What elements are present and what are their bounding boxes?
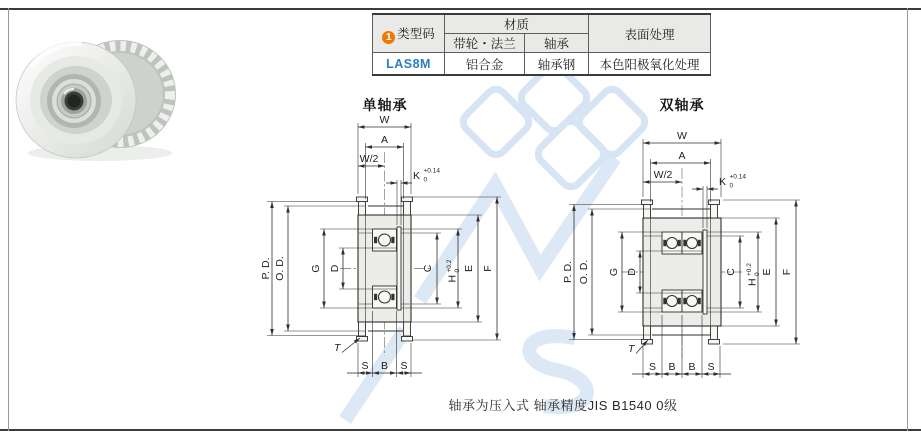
dim-f: F (781, 268, 793, 276)
dim-w: W (379, 114, 390, 126)
dim-half-w: W/2 (653, 169, 673, 181)
single-bearing-drawing (255, 92, 530, 392)
surface-header-cell: 表面处理 (589, 14, 711, 53)
dim-k-tol-upper: +0.14 (423, 167, 440, 175)
type-code-label: 类型码 (397, 26, 435, 41)
surface-value-cell: 本色阳极氧化处理 (589, 53, 711, 76)
dim-b: B (380, 360, 389, 372)
pulley-section (642, 200, 722, 344)
material-pulley-value-cell: 铝合金 (445, 53, 525, 76)
dim-a: A (380, 134, 389, 146)
dim-e: E (463, 264, 475, 273)
dim-t: T (628, 343, 635, 355)
dim-t: T (334, 342, 341, 354)
dim-top (358, 114, 440, 225)
dim-f: F (482, 265, 494, 272)
dim-s-left: S (648, 361, 657, 373)
material-header-cell: 材质 (445, 14, 589, 34)
dim-w: W (677, 130, 687, 142)
dim-a: A (678, 150, 686, 162)
dim-b-left: B (668, 361, 676, 373)
product-photo (12, 26, 187, 166)
dim-pd: P. D. (562, 261, 574, 283)
dim-d: D (626, 268, 638, 276)
material-pulley-header-cell: 带轮・法兰 (445, 34, 525, 53)
dim-od: O. D. (274, 256, 286, 281)
part-number-link[interactable]: LAS8M (373, 53, 445, 76)
dim-pd: P. D. (260, 257, 272, 280)
dim-k-tol-lower: 0 (423, 176, 428, 184)
dim-g: G (310, 264, 322, 273)
dim-half-w: W/2 (359, 153, 379, 165)
dim-h: H (746, 278, 759, 286)
dim-s-right: S (707, 361, 715, 373)
material-bearing-header-cell: 轴承 (525, 34, 589, 53)
material-bearing-value-cell: 轴承钢 (525, 53, 589, 76)
dim-g: G (608, 267, 620, 277)
type-code-badge: 1 (382, 31, 395, 44)
dim-od: O. D. (578, 259, 590, 285)
dim-b-right: B (688, 361, 696, 373)
single-bearing-title: 单轴承 (362, 97, 408, 113)
dim-s-right: S (400, 360, 408, 372)
bearing-note: 轴承为压入式 轴承精度JIS B1540 0级 (448, 398, 678, 413)
spec-table (372, 13, 711, 76)
dim-k: K (719, 176, 727, 188)
dim-h-tol-lower: 0 (754, 272, 761, 276)
dim-h-tol-upper: +0.2 (746, 263, 753, 276)
double-bearing-title: 双轴承 (659, 97, 705, 113)
dim-h-tol-lower: 0 (454, 268, 461, 273)
dim-c: C (725, 268, 737, 276)
dim-d: D (329, 264, 341, 273)
dim-k-tol-upper: +0.14 (729, 173, 746, 181)
dim-s-left: S (361, 360, 369, 372)
dim-h: H (446, 274, 459, 283)
double-bearing-drawing (548, 92, 820, 392)
pulley-section (357, 197, 413, 341)
type-code-header-cell (373, 14, 445, 53)
pulley-bearing (47, 74, 101, 128)
dim-k: K (413, 170, 421, 182)
dim-h-tol-upper: +0.2 (446, 259, 453, 273)
dim-c: C (422, 264, 434, 273)
dim-top (643, 130, 746, 228)
dim-k-tol-lower: 0 (729, 182, 734, 190)
dim-e: E (761, 268, 773, 276)
